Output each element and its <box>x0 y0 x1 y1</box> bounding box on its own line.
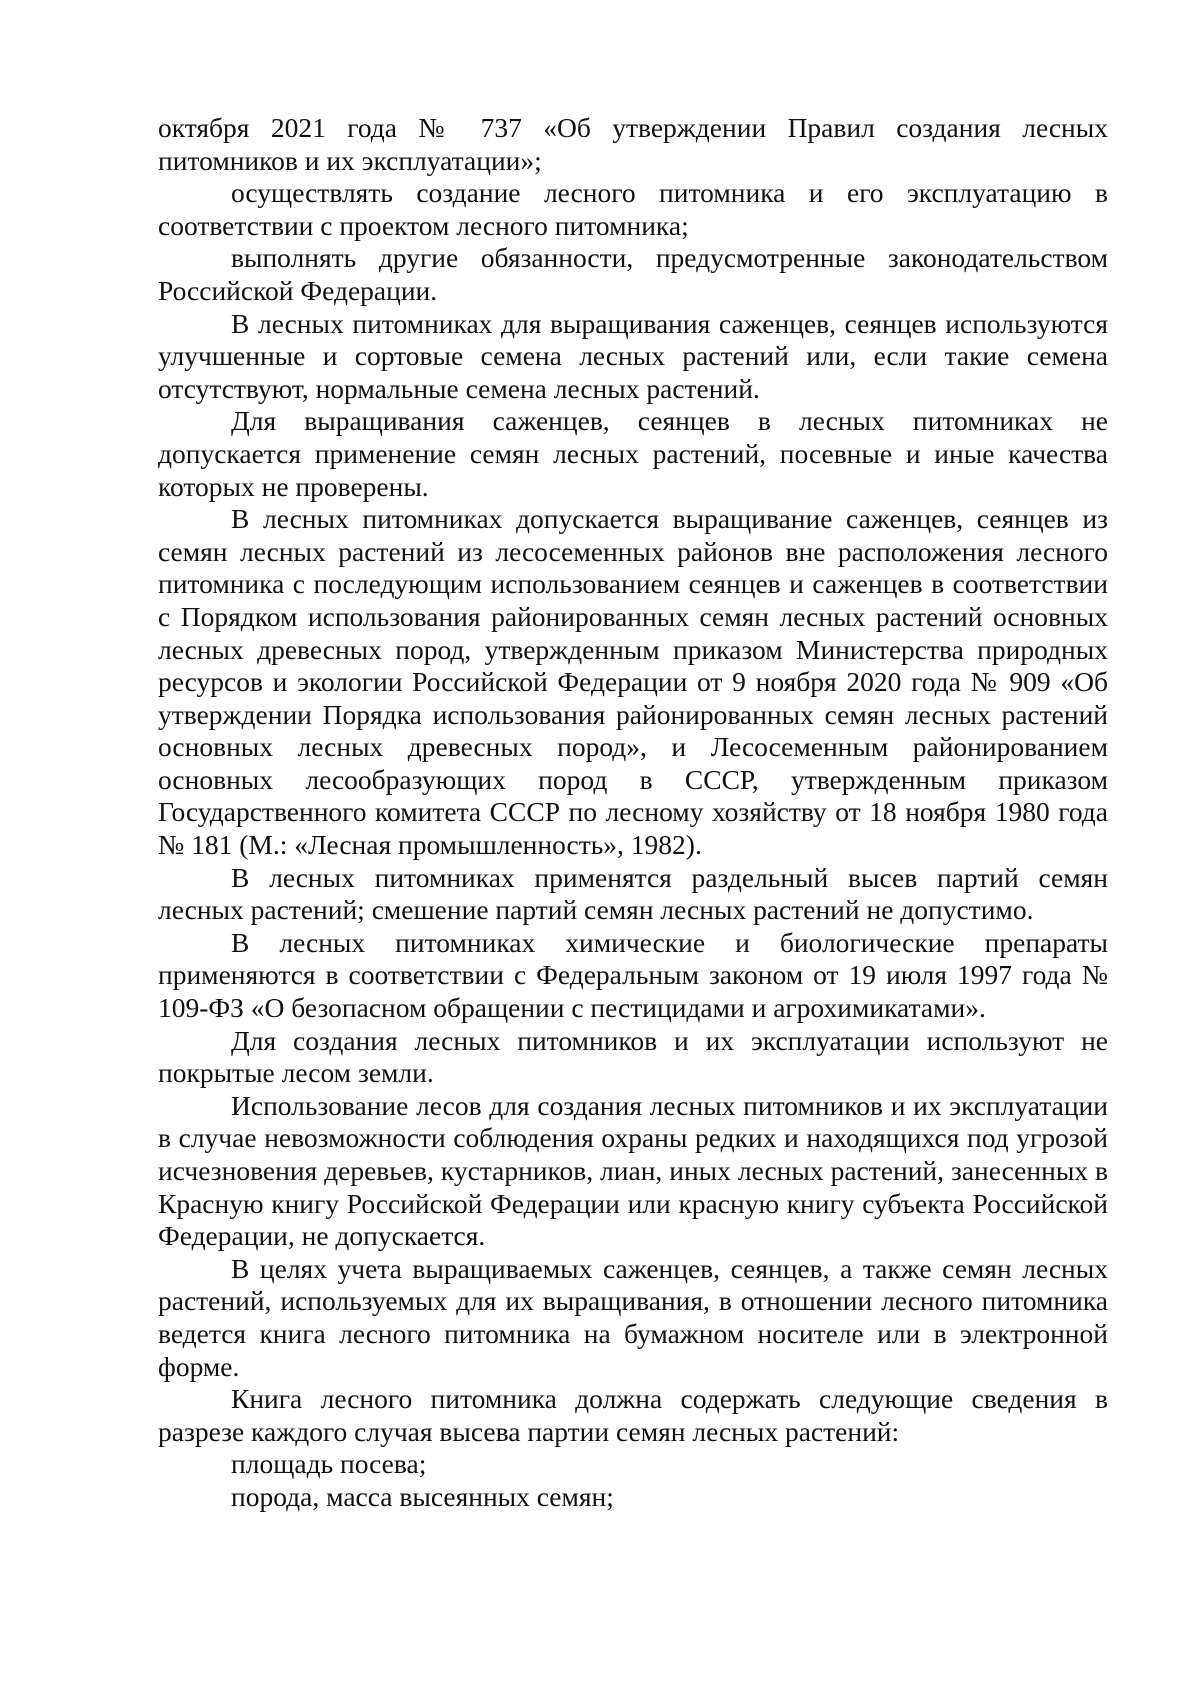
paragraph-separate-sowing: В лесных питомниках применятся раздельный высев партий семян лесных растений; смешение партий семян лесных растений не допустимо. <box>158 861 1108 926</box>
paragraph-unverified-seeds: Для выращивания саженцев, сеянцев в лесных питомниках не допускается применение семян лесных растений, посевные и иные качества которых не проверены. <box>158 405 1108 502</box>
paragraph-seed-regions: В лесных питомниках допускается выращивание саженцев, сеянцев из семян лесных растений из лесосеменных районов вне расположения лесного питомника с последующим использованием сеянцев и саженцев в соответствии с Порядком использования районированных семян лесных растений основных лесных древесных пород, утвержденным приказом Министерства природных ресурсов и экологии Российской Федерации от 9 ноября 2020 года № 909 «Об утверждении Порядка использования районированных семян лесных растений основных лесных древесных пород», и Лесосеменным районированием основных лесообразующих пород в СССР, утвержденным приказом Государственного комитета СССР по лесному хозяйству от 18 ноября 1980 года № 181 (М.: «Лесная промышленность», 1982). <box>158 503 1108 861</box>
paragraph-other-duties: выполнять другие обязанности, предусмотренные законодательством Российской Федерации. <box>158 242 1108 306</box>
paragraph-nursery-book: В целях учета выращиваемых саженцев, сеянцев, а также семян лесных растений, используемых для их выращивания, в отношении лесного питомника ведется книга лесного питомника на бумажном носителе или в электронной форме. <box>158 1252 1108 1382</box>
paragraph-chemicals: В лесных питомниках химические и биологические препараты применяются в соответствии с Федеральным законом от 19 июля 1997 года № 109-ФЗ «О безопасном обращении с пестицидами и агрохимикатами». <box>158 926 1108 1024</box>
paragraph-nursery-creation: осуществлять создание лесного питомника и его эксплуатацию в соответствии с проектом лесного питомника; <box>158 177 1108 241</box>
paragraph-land-use: Для создания лесных питомников и их эксплуатации используют не покрытые лесом земли. <box>158 1024 1108 1089</box>
list-item-sowing-area: площадь посева; <box>231 1448 427 1480</box>
paragraph-book-contents: Книга лесного питомника должна содержать следующие сведения в разрезе каждого случая высева партии семян лесных растений: <box>158 1383 1108 1447</box>
document-page <box>158 112 1108 1514</box>
paragraph-protected-species: Использование лесов для создания лесных питомников и их эксплуатации в случае невозможности соблюдения охраны редких и находящихся под угрозой исчезновения деревьев, кустарников, лиан, иных лесных растений, занесенных в Красную книгу Российской Федерации или красную книгу субъекта Российской Федерации, не допускается. <box>158 1089 1108 1252</box>
list-item-species-mass: порода, масса высеянных семян; <box>231 1480 614 1512</box>
paragraph-seed-quality: В лесных питомниках для выращивания саженцев, сеянцев используются улучшенные и сортовые семена лесных растений или, если такие семена отсутствуют, нормальные семена лесных растений. <box>158 307 1108 404</box>
paragraph-decree-reference: октября 2021 года № 737 «Об утверждении Правил создания лесных питомников и их эксплуатации»; <box>158 112 1108 176</box>
